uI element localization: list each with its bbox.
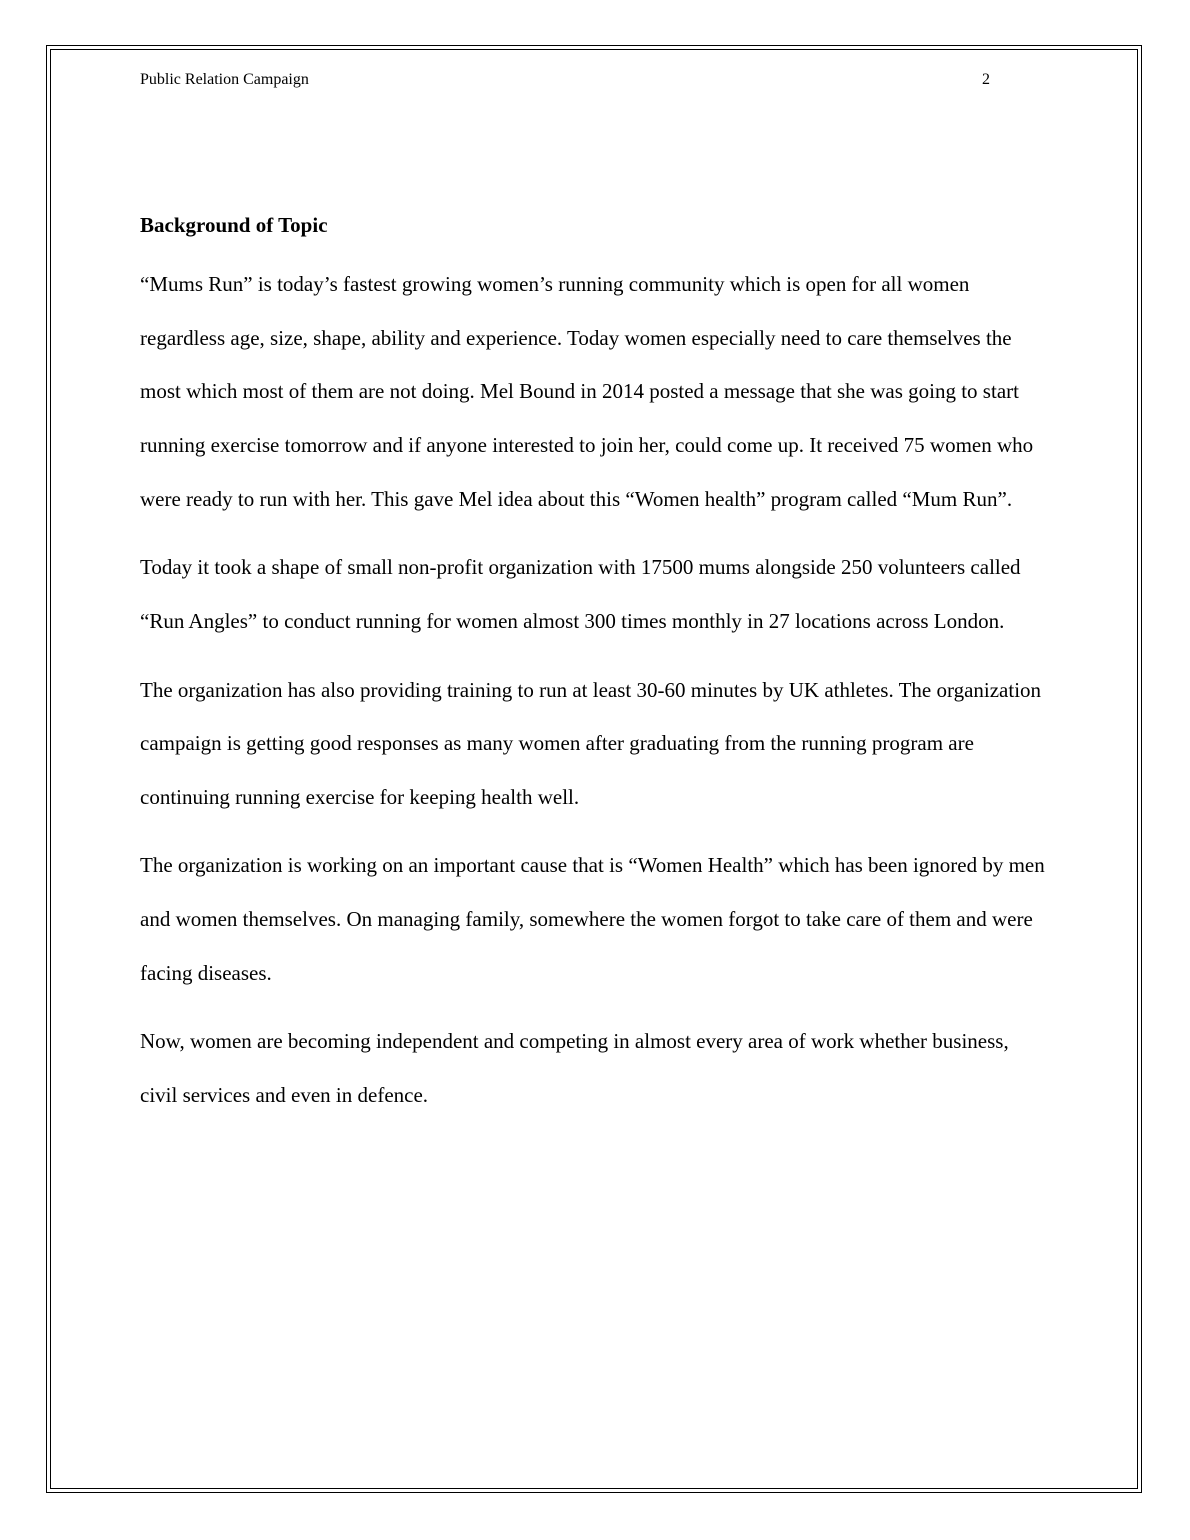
- document-body: [140, 208, 1050, 1138]
- paragraph-3: The organization has also providing training to run at least 30-60 minutes by UK athletes. The organization campaign is getting good responses as many women after graduating from the running program are continuing running exercise for keeping health well.: [140, 677, 1042, 809]
- paragraph-4: The organization is working on an important cause that is “Women Health” which has been ignored by men and women themselves. On managing family, somewhere the women forgot to take care of them and were facing diseases.: [140, 853, 1045, 985]
- paragraph-1: “Mums Run” is today’s fastest growing women’s running community which is open for all women regardless age, size, shape, ability and experience. Today women especially need to care themselves the most which most of them are not doing. Mel Bound in 2014 posted a message that she was going to start running exercise tomorrow and if anyone interested to join her, could come up. It received 75 women who were ready to run with her. This gave Mel idea about this “Women health” program called “Mum Run”.: [140, 272, 1034, 511]
- page-number: 2: [982, 71, 990, 88]
- paragraph-2: Today it took a shape of small non-profit organization with 17500 mums alongside 250 volunteers called “Run Angles” to conduct running for women almost 300 times monthly in 27 locations across London.: [140, 555, 1021, 634]
- paragraph-5: Now, women are becoming independent and competing in almost every area of work whether business, civil services and even in defence.: [140, 1029, 1009, 1108]
- running-head: Public Relation Campaign: [140, 71, 309, 88]
- section-heading: Background of Topic: [140, 213, 328, 237]
